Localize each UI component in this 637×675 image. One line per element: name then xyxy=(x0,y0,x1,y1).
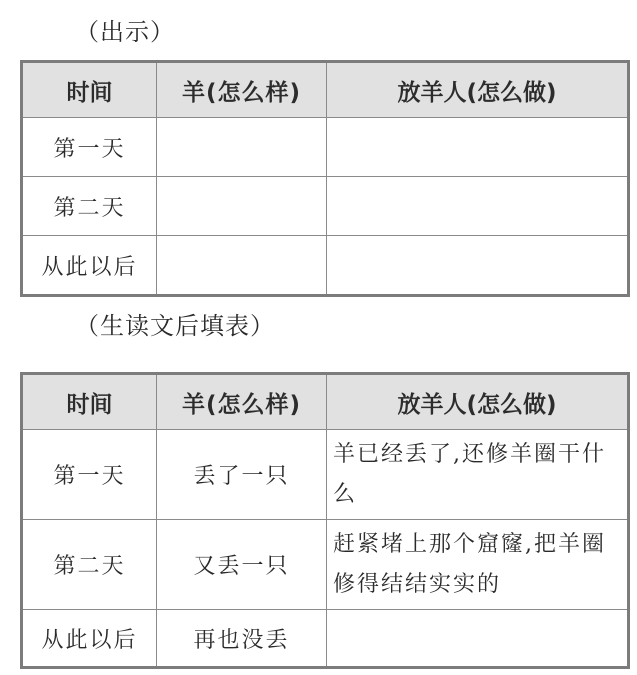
time-cell: 第二天 xyxy=(22,177,157,236)
time-cell: 从此以后 xyxy=(22,236,157,296)
table-row xyxy=(22,118,629,177)
sheep-cell: 再也没丢 xyxy=(157,610,327,668)
time-cell: 第一天 xyxy=(22,430,157,520)
header-row xyxy=(22,374,629,430)
sheep-cell xyxy=(157,177,327,236)
header-time: 时间 xyxy=(22,62,157,118)
person-cell xyxy=(327,177,629,236)
person-cell: 羊已经丢了,还修羊圈干什么 xyxy=(327,430,629,520)
caption-show: （出示） xyxy=(75,18,175,46)
table-row xyxy=(22,610,629,668)
table-row xyxy=(22,430,629,520)
table-row xyxy=(22,177,629,236)
header-sheep: 羊(怎么样) xyxy=(157,62,327,118)
header-person: 放羊人(怎么做) xyxy=(327,374,629,430)
time-cell: 从此以后 xyxy=(22,610,157,668)
person-cell xyxy=(327,118,629,177)
caption-fill: （生读文后填表） xyxy=(75,312,275,340)
table-row xyxy=(22,236,629,296)
header-row xyxy=(22,62,629,118)
table-row xyxy=(22,520,629,610)
person-cell xyxy=(327,236,629,296)
sheep-cell: 又丢一只 xyxy=(157,520,327,610)
sheep-cell xyxy=(157,118,327,177)
time-cell: 第二天 xyxy=(22,520,157,610)
filled-table xyxy=(20,372,630,669)
sheep-cell: 丢了一只 xyxy=(157,430,327,520)
header-time: 时间 xyxy=(22,374,157,430)
header-person: 放羊人(怎么做) xyxy=(327,62,629,118)
person-cell: 赶紧堵上那个窟窿,把羊圈修得结结实实的 xyxy=(327,520,629,610)
blank-table xyxy=(20,60,630,297)
person-cell xyxy=(327,610,629,668)
time-cell: 第一天 xyxy=(22,118,157,177)
header-sheep: 羊(怎么样) xyxy=(157,374,327,430)
sheep-cell xyxy=(157,236,327,296)
